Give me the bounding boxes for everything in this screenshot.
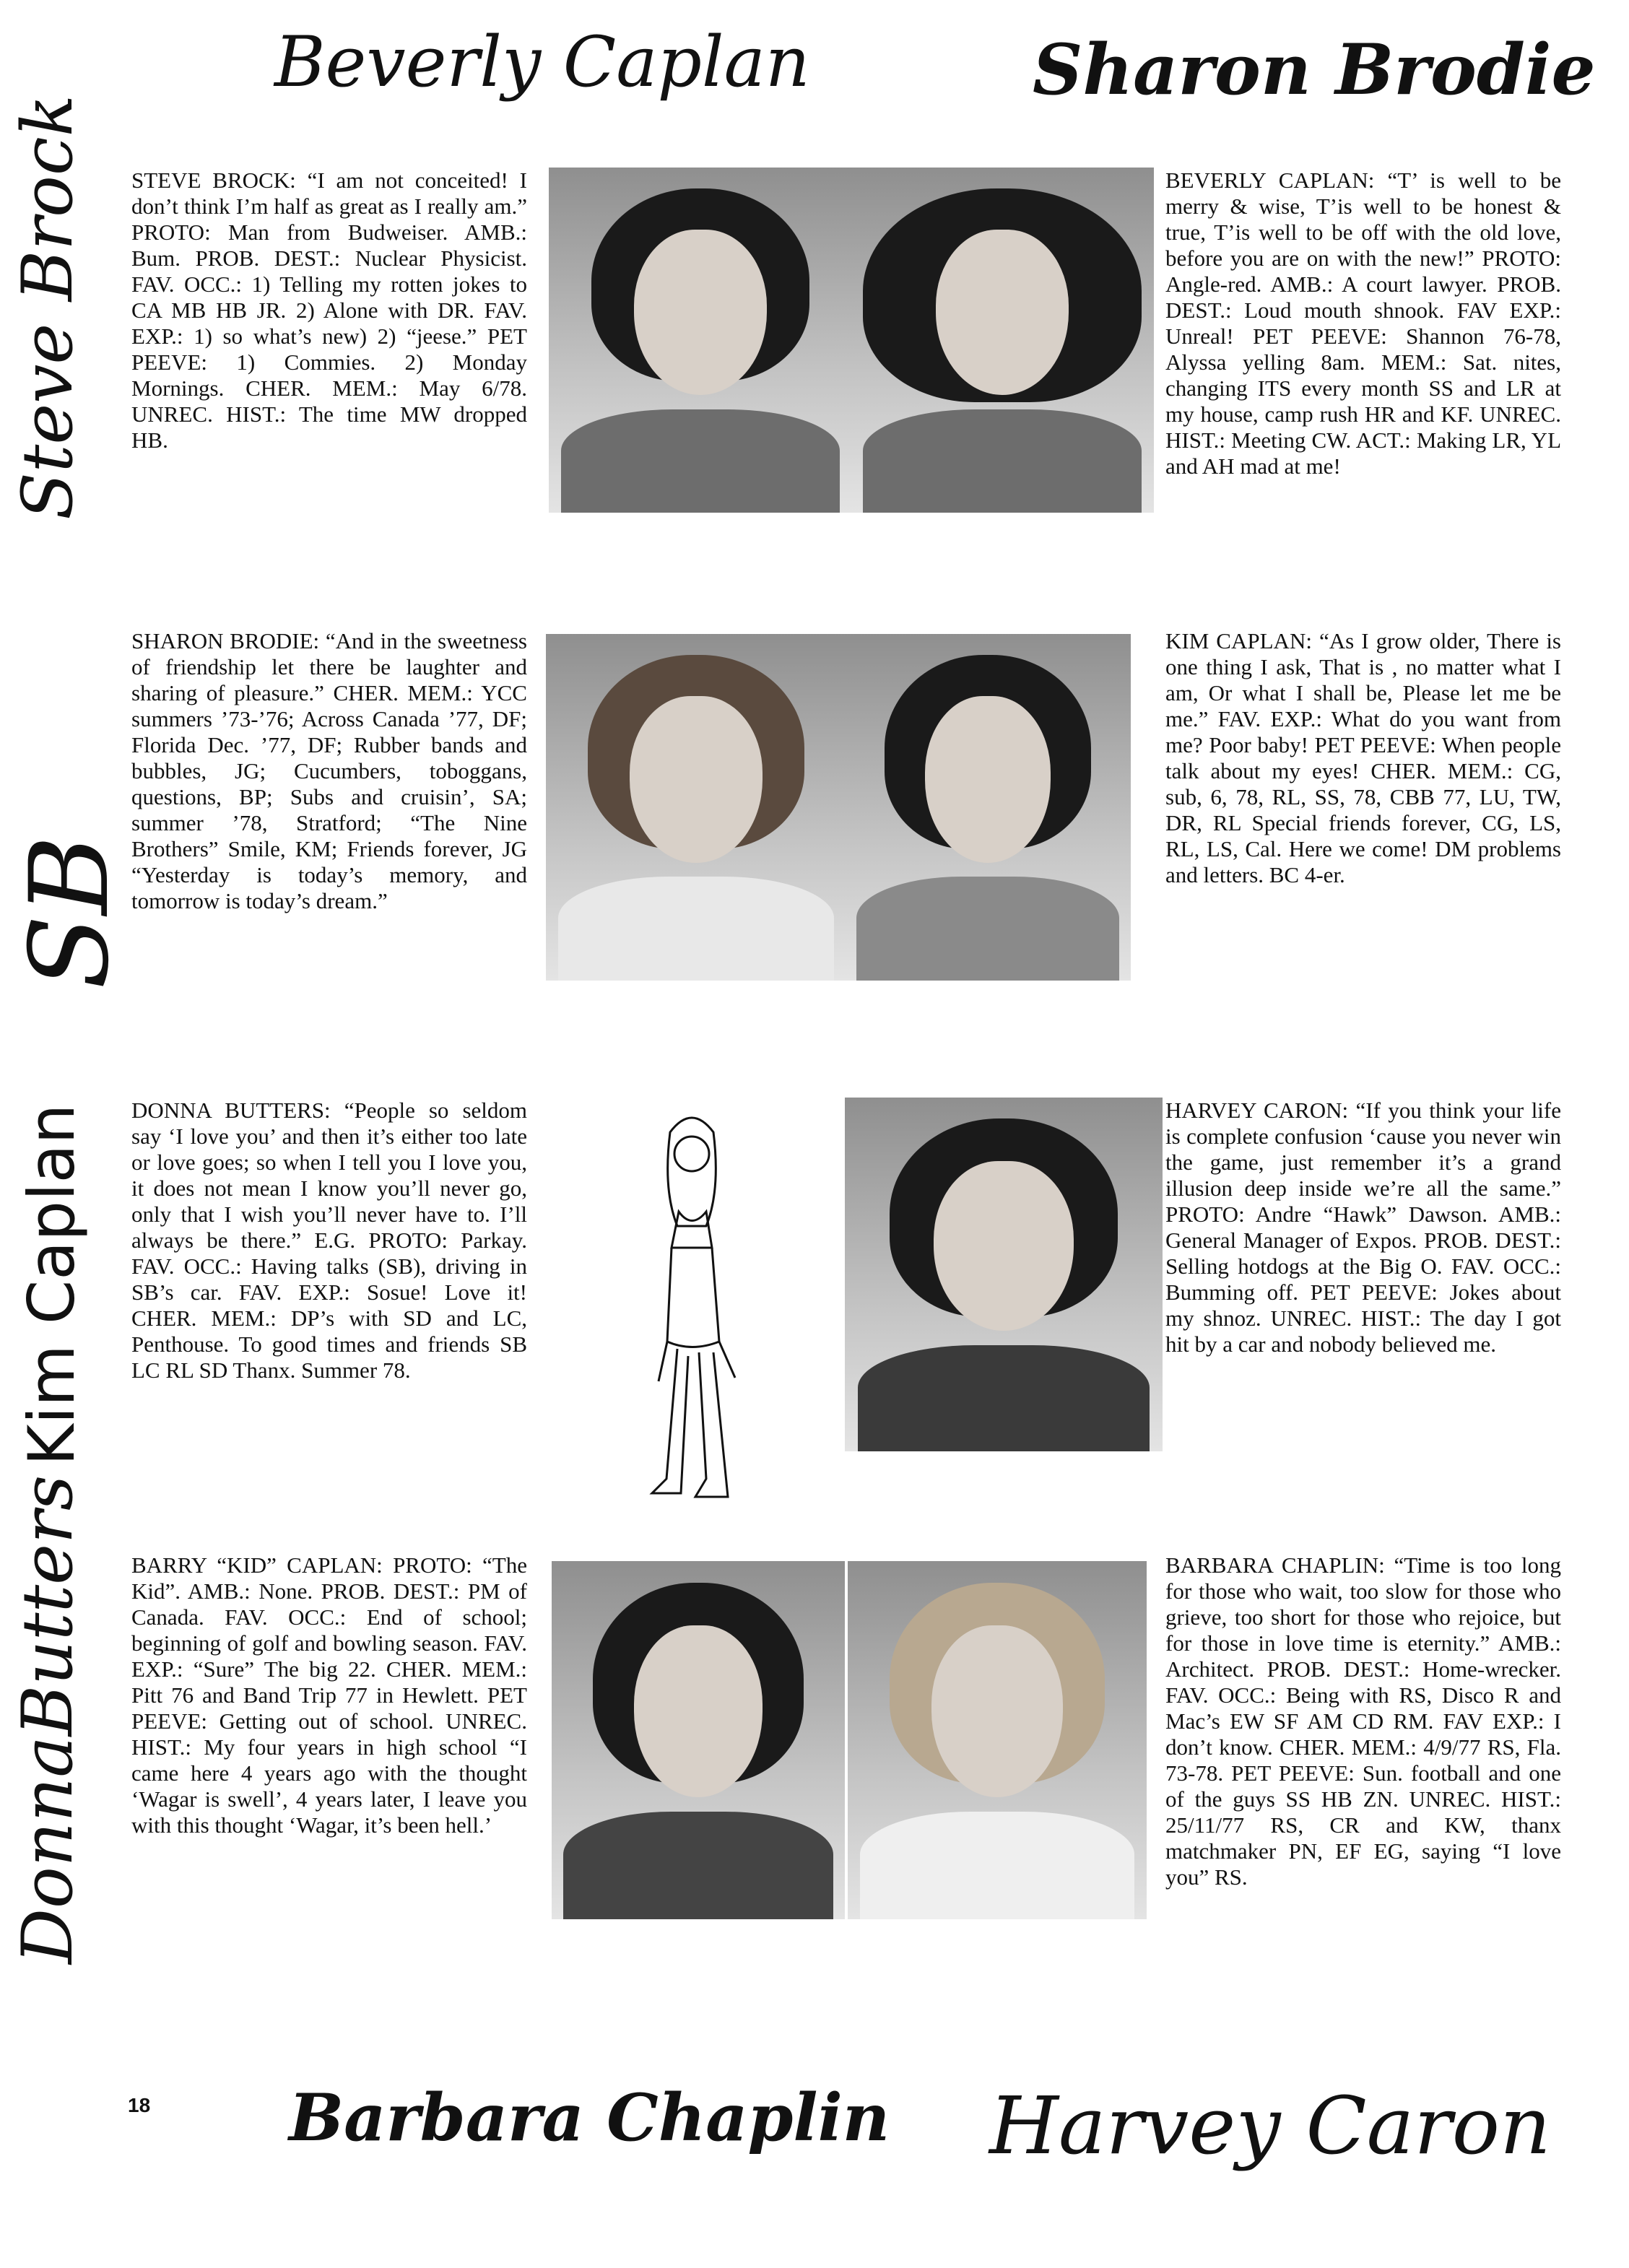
bio-barry-caplan: BARRY “KID” CAPLAN: PROTO: “The Kid”. AMB.: None. PROB. DEST.: PM of Canada. FAV. OCC.: End of school; beginning of golf and bowling season. FAV. EXP.: “Sure” The big 22. CHER. MEM.: Pitt 76 and Band Trip 77 in Hewlett. PET PEEVE: Getting out of school. UNREC. HIST.: My four years in high school “I came here 4 years ago with the thought ‘Wagar is swell’, 4 years later, I leave you with this thought ‘Wagar, it’s been hell.’ — [131, 1552, 527, 1838]
signature-barbara-chaplin: Barbara Chaplin — [289, 2080, 890, 2156]
portrait-harvey-caron — [845, 1098, 1163, 1451]
page-number: 18 — [128, 2094, 151, 2116]
bio-harvey-caron: HARVEY CARON: “If you think your life is complete confusion ‘cause you never win the game, just remember it’s a grand illusion deep inside we’re all the same.” PROTO: Andre “Hawk” Dawson. AMB.: General Manager of Expos. PROB. DEST.: Selling hotdogs at the Big O. FAV. OCC.: Bumming off. PET PEEVE: Jokes about my shnoz. UNREC. HIST.: The day I got hit by a car and nobody believed me. — [1165, 1098, 1561, 1357]
signature-sharon-brodie: Sharon Brodie — [1033, 29, 1596, 110]
portrait-barry-caplan — [552, 1561, 845, 1919]
portrait-sharon-brodie — [546, 634, 846, 981]
signature-harvey-caron: Harvey Caron — [989, 2080, 1551, 2172]
bio-kim-caplan: KIM CAPLAN: “As I grow older, There is one thing I ask, That is , no matter what I am, Or what I shall be, Please let me be me.” FAV. EXP.: What do you want from me? Poor baby! PET PEEVE: When people talk about my eyes! CHER. MEM.: CG, sub, 6, 78, RL, SS, 78, CBB 77, LU, TW, DR, RL Special friends forever, CG, LS, RL, LS, Cal. Here we come! DM problems and letters. BC 4-er. — [1165, 628, 1561, 887]
signature-donna-butters: DonnaButters — [7, 1474, 88, 1964]
portrait-barbara-chaplin — [848, 1561, 1147, 1919]
portrait-kim-caplan — [845, 634, 1131, 981]
portrait-beverly-caplan — [851, 168, 1154, 513]
bio-sharon-brodie: SHARON BRODIE: “And in the sweetness of friendship let there be laughter and sharing of pleasure.” CHER. MEM.: YCC summers ’73-’76; Across Canada ’77, DF; Florida Dec. ’77, DF; Rubber bands and bubbles, JG; Cucumbers, toboggans, questions, BP; Subs and cruisin’, SA; summer ’78, Stratford; “The Nine Brothers” Smile, KM; Friends forever, JG “Yesterday is today’s memory, and tomorrow is today’s dream.” — [131, 628, 527, 913]
bio-steve-brock: STEVE BROCK: “I am not conceited! I don’t think I’m half as great as I really am.” PROTO: Man from Budweiser. AMB.: Bum. PROB. DEST.: Nuclear Physicist. FAV. OCC.: 1) Telling my rotten jokes to CA MB HB JR. 2) Alone with DR. FAV. EXP.: 1) so what’s new) 2) “jeese.” PET PEEVE: 1) Commies. 2) Monday Mornings. CHER. MEM.: May 6/78. UNREC. HIST.: The time MW dropped HB. — [131, 168, 527, 453]
portrait-steve-brock — [549, 168, 852, 513]
signature-sharon-brodie-initials: SB — [7, 835, 133, 989]
signature-beverly-caplan: Beverly Caplan — [274, 22, 810, 103]
cartoon-drawing — [627, 1103, 771, 1508]
signature-kim-caplan: Kim Caplan — [14, 1103, 89, 1466]
bio-donna-butters: DONNA BUTTERS: “People so seldom say ‘I love you’ and then it’s either too late or love goes; so when I tell you I love you, it does not mean I know you’ll never go, only that I wish you’ll never have to. I’ll always be there.” E.G. PROTO: Parkay. FAV. OCC.: Having talks (SB), driving in SB’s car. FAV. EXP.: Sosue! Love it! CHER. MEM.: DP’s with SD and LC, Penthouse. To good times and friends SB LC RL SD Thanx. Summer 78. — [131, 1098, 527, 1383]
bio-barbara-chaplin: BARBARA CHAPLIN: “Time is too long for those who wait, too slow for those who grieve, too short for those who rejoice, but for those in love time is eternity.” AMB.: Architect. PROB. DEST.: Home-wrecker. FAV. OCC.: Being with RS, Disco R and Mac’s EW SF AM CD RM. FAV EXP.: I don’t know. CHER. MEM.: 4/9/77 RS, Fla. 73-78. PET PEEVE: Sun. football and one of the guys SS HB ZN. UNREC. HIST.: 25/11/77 RS, CR and KW, thanx matchmaker PN, EF EG, saying “I love you” RS. — [1165, 1552, 1561, 1890]
signature-steve-brock: Steve Brock — [7, 95, 88, 520]
bio-beverly-caplan: BEVERLY CAPLAN: “T’ is well to be merry & wise, T’is well to be honest & true, T’is well to be off with the old love, before you are on with the new!” PROTO: Angle-red. AMB.: A court lawyer. PROB. DEST.: Loud mouth shnook. FAV EXP.: Unreal! PET PEEVE: Shannon 76-78, Alyssa yelling 8am. MEM.: Sat. nites, changing ITS every month SS and LR at my house, camp rush HR and KF. UNREC. HIST.: Meeting CW. ACT.: Making LR, YL and AH mad at me! — [1165, 168, 1561, 479]
